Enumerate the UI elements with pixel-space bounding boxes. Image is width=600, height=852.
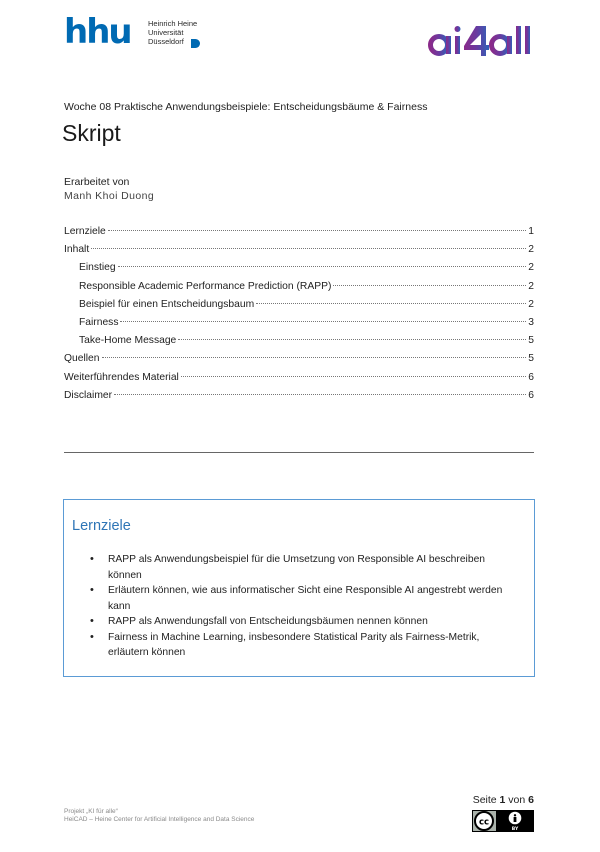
toc-entry-entscheidungsbaum[interactable] [64, 299, 534, 317]
toc-leader [102, 357, 527, 358]
toc-entry-label: Responsible Academic Performance Prediction (RAPP) [79, 280, 332, 292]
toc-entry-label: Einstieg [79, 262, 116, 274]
page-prefix: Seite [472, 794, 500, 806]
toc-leader [333, 285, 526, 286]
ai4all-logo [428, 22, 538, 62]
toc-entry-inhalt[interactable] [64, 244, 534, 262]
table-of-contents [64, 226, 534, 408]
toc-entry-page: 6 [528, 389, 534, 401]
hhu-logo-dot [191, 39, 200, 48]
list-item: • Erläutern können, wie aus informatischer Sicht eine Responsible AI angestrebt werden kann [90, 583, 520, 614]
toc-entry-fairness[interactable] [64, 317, 534, 335]
page-total: 6 [528, 794, 534, 806]
svg-text:cc: cc [478, 817, 490, 828]
section-divider [64, 452, 534, 453]
learning-goals-list [90, 552, 520, 661]
toc-entry-quellen[interactable] [64, 353, 534, 371]
footer-credits [64, 808, 254, 824]
hhu-logo-mark: hhu [64, 12, 131, 52]
toc-entry-page: 1 [528, 226, 534, 237]
hhu-logo-line: Düsseldorf [148, 37, 184, 46]
hhu-logo-text [148, 19, 197, 46]
toc-entry-page: 6 [528, 371, 534, 383]
hhu-logo-line: Heinrich Heine [148, 19, 198, 28]
footer-center: HeiCAD – Heine Center for Artificial Intelligence and Data Science [64, 816, 255, 823]
toc-entry-lernziele[interactable] [64, 226, 534, 244]
toc-leader [178, 339, 526, 340]
toc-entry-label: Take-Home Message [79, 335, 177, 347]
toc-entry-rapp[interactable] [64, 281, 534, 299]
toc-entry-page: 5 [528, 353, 534, 365]
toc-entry-page: 2 [528, 262, 534, 274]
page-mid: von [505, 794, 529, 806]
toc-entry-disclaimer[interactable] [64, 390, 534, 408]
author-label: Erarbeitet von [64, 176, 130, 188]
toc-leader [114, 394, 526, 395]
toc-leader [181, 376, 526, 377]
toc-leader [91, 248, 526, 249]
toc-entry-take-home[interactable] [64, 335, 534, 353]
list-item: • RAPP als Anwendungsfall von Entscheidungsbäumen nennen können [90, 614, 520, 630]
toc-leader [118, 266, 527, 267]
learning-goals-box [63, 499, 535, 677]
page-current: 1 [499, 794, 506, 806]
cc-by-icon [472, 810, 534, 832]
license-text: BY [511, 827, 519, 832]
toc-entry-label: Lernziele [64, 226, 106, 237]
toc-entry-weiterfuehrend[interactable] [64, 372, 534, 390]
toc-leader [256, 303, 526, 304]
toc-entry-page: 3 [528, 316, 534, 328]
week-subtitle: Woche 08 Praktische Anwendungsbeispiele: Entscheidungsbäume & Fairness [64, 101, 428, 113]
hhu-logo-line: Universität [148, 28, 184, 37]
footer-project: Projekt „KI für alle“ [64, 808, 118, 815]
toc-leader [108, 230, 526, 231]
author-name: Manh Khoi Duong [64, 190, 155, 202]
toc-entry-label: Inhalt [64, 244, 90, 256]
toc-entry-page: 2 [528, 280, 534, 292]
hhu-logo [64, 14, 204, 54]
toc-entry-label: Fairness [79, 316, 119, 328]
page-title: Skript [62, 120, 121, 146]
page-number [473, 794, 534, 806]
toc-entry-label: Weiterführendes Material [64, 371, 179, 383]
toc-entry-label: Quellen [64, 353, 100, 365]
toc-entry-page: 5 [528, 335, 534, 347]
toc-entry-label: Beispiel für einen Entscheidungsbaum [79, 298, 255, 310]
toc-entry-label: Disclaimer [64, 389, 113, 401]
list-item: • Fairness in Machine Learning, insbesondere Statistical Parity als Fairness-Metrik, erläutern können [90, 630, 520, 661]
toc-leader [120, 321, 526, 322]
toc-entry-page: 2 [528, 244, 534, 256]
learning-goals-title: Lernziele [72, 518, 131, 534]
toc-entry-einstieg[interactable] [64, 262, 534, 280]
toc-entry-page: 2 [528, 298, 534, 310]
list-item: • RAPP als Anwendungsbeispiel für die Umsetzung von Responsible AI beschreiben können [90, 552, 520, 583]
